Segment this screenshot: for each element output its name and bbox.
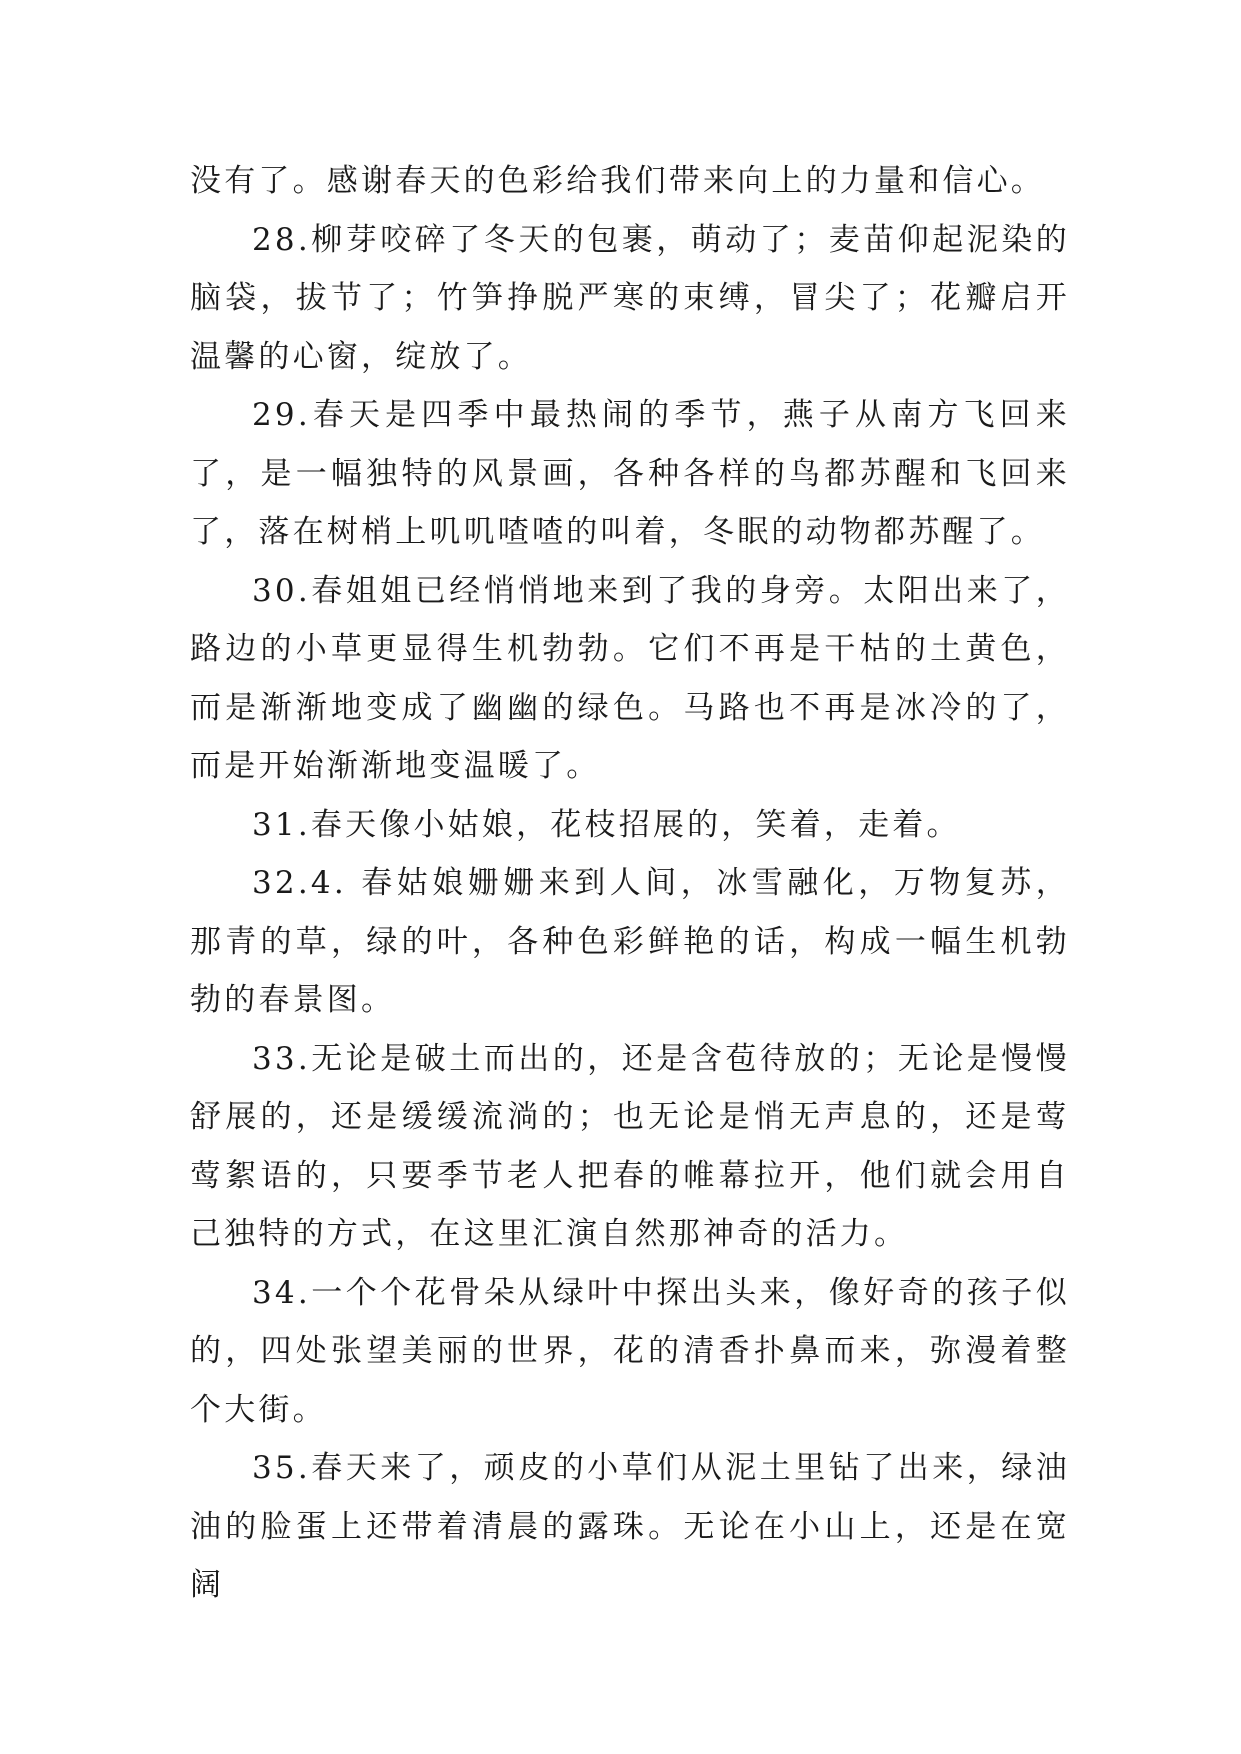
paragraph: 35.春天来了，顽皮的小草们从泥土里钻了出来，绿油油的脸蛋上还带着清晨的露珠。无论在小山上，还是在宽阔	[190, 1450, 1070, 1603]
paragraph: 没有了。感谢春天的色彩给我们带来向上的力量和信心。	[190, 163, 1045, 199]
paragraph: 30.春姐姐已经悄悄地来到了我的身旁。太阳出来了，路边的小草更显得生机勃勃。它们不再是干枯的土黄色，而是渐渐地变成了幽幽的绿色。马路也不再是冰冷的了，而是开始渐渐地变温暖了。	[190, 572, 1070, 784]
paragraph: 33.无论是破土而出的，还是含苞待放的；无论是慢慢舒展的，还是缓缓流淌的；也无论是悄无声息的，还是莺莺絮语的，只要季节老人把春的帷幕拉开，他们就会用自己独特的方式，在这里汇演自然那神奇的活力。	[190, 1040, 1070, 1252]
document-page	[190, 152, 1070, 1615]
paragraph: 32.4. 春姑娘姗姗来到人间，冰雪融化，万物复苏，那青的草，绿的叶，各种色彩鲜艳的话，构成一幅生机勃勃的春景图。	[190, 865, 1070, 1018]
paragraph: 28.柳芽咬碎了冬天的包裹，萌动了；麦苗仰起泥染的脑袋，拔节了；竹笋挣脱严寒的束缚，冒尖了；花瓣启开温馨的心窗，绽放了。	[190, 221, 1070, 375]
paragraph: 34.一个个花骨朵从绿叶中探出头来，像好奇的孩子似的，四处张望美丽的世界，花的清香扑鼻而来，弥漫着整个大街。	[190, 1274, 1070, 1428]
paragraph: 31.春天像小姑娘，花枝招展的，笑着，走着。	[252, 806, 961, 843]
paragraph: 29.春天是四季中最热闹的季节，燕子从南方飞回来了，是一幅独特的风景画，各种各样的鸟都苏醒和飞回来了，落在树梢上叽叽喳喳的叫着，冬眠的动物都苏醒了。	[190, 397, 1070, 550]
